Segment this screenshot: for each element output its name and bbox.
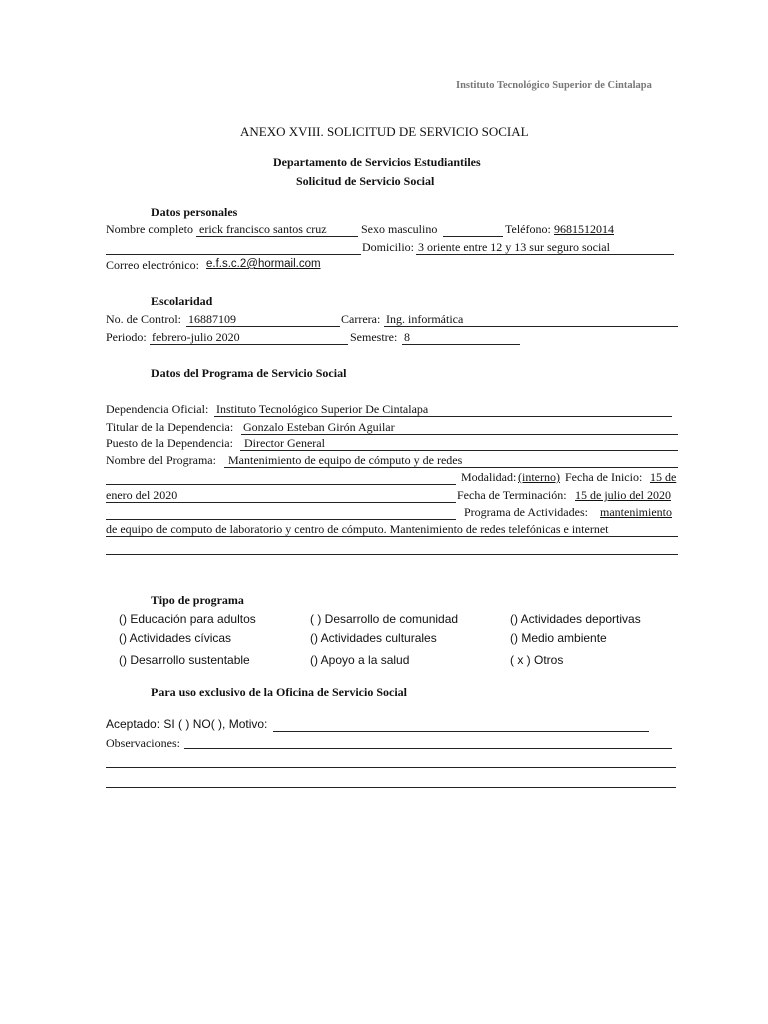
observations-underline xyxy=(184,748,672,749)
program-name-label: Nombre del Programa: xyxy=(106,453,216,467)
section-program-heading: Datos del Programa de Servicio Social xyxy=(151,366,347,380)
start-date-underline xyxy=(106,502,456,503)
modality-label: Modalidad: xyxy=(461,470,517,484)
option-community-development[interactable]: ( ) Desarrollo de comunidad xyxy=(310,612,459,626)
institute-header: Instituto Tecnológico Superior de Cintalapa xyxy=(456,80,652,91)
dependency-value: Instituto Tecnológico Superior De Cintalapa xyxy=(216,402,429,416)
option-adult-education[interactable]: () Educación para adultos xyxy=(119,612,256,626)
email-value: e.f.s.c.2@hormail.com xyxy=(206,258,321,270)
address-underline xyxy=(416,254,674,255)
semester-label: Semestre: xyxy=(350,330,398,344)
option-others[interactable]: ( x ) Otros xyxy=(510,653,564,667)
program-name-underline xyxy=(224,467,678,468)
semester-value: 8 xyxy=(404,330,410,344)
period-label: Periodo: xyxy=(106,330,147,344)
semester-underline xyxy=(402,344,520,345)
start-date-value-a: 15 de xyxy=(650,470,677,484)
end-date-label: Fecha de Terminación: xyxy=(457,488,567,502)
holder-value: Gonzalo Esteban Girón Aguilar xyxy=(243,420,395,434)
reason-underline xyxy=(273,731,649,732)
option-sports-activities[interactable]: () Actividades deportivas xyxy=(510,612,641,626)
holder-underline xyxy=(241,434,678,435)
name-continuation-line xyxy=(106,254,361,255)
control-underline xyxy=(186,326,340,327)
career-label: Carrera: xyxy=(341,312,381,326)
position-value: Director General xyxy=(244,436,325,450)
activities-label: Programa de Actividades: xyxy=(464,505,588,519)
start-date-label: Fecha de Inicio: xyxy=(565,470,643,484)
department-title: Departamento de Servicios Estudiantiles xyxy=(273,155,481,169)
program-name-value: Mantenimiento de equipo de cómputo y de redes xyxy=(228,453,463,467)
page-title: ANEXO XVIII. SOLICITUD DE SERVICIO SOCIAL xyxy=(240,124,529,139)
dependency-label: Dependencia Oficial: xyxy=(106,402,209,416)
period-underline xyxy=(150,344,348,345)
holder-label: Titular de la Dependencia: xyxy=(106,420,234,434)
option-civic-activities[interactable]: () Actividades cívicas xyxy=(119,631,232,645)
name-value: erick francisco santos cruz xyxy=(199,222,327,236)
section-office-heading: Para uso exclusivo de la Oficina de Servicio Social xyxy=(151,685,407,699)
sex-label: Sexo masculino xyxy=(361,222,438,236)
activities-value-a: mantenimiento xyxy=(600,505,672,519)
sex-underline xyxy=(443,236,503,237)
modality-value: (interno) xyxy=(518,470,560,484)
activities-extra-line xyxy=(106,554,678,555)
position-label: Puesto de la Dependencia: xyxy=(106,436,233,450)
start-date-value-b: enero del 2020 xyxy=(106,488,178,502)
activities-pre-line xyxy=(106,519,456,520)
program-continuation-line xyxy=(106,484,456,485)
option-sustainable-development[interactable]: () Desarrollo sustentable xyxy=(119,653,250,667)
form-subtitle: Solicitud de Servicio Social xyxy=(296,174,435,188)
observations-label: Observaciones: xyxy=(106,736,180,750)
activities-underline xyxy=(106,536,678,537)
option-environment[interactable]: () Medio ambiente xyxy=(510,631,607,645)
section-personal-heading: Datos personales xyxy=(151,205,238,219)
accepted-label: Aceptado: SI ( ) NO( ), Motivo: xyxy=(106,717,268,731)
email-label: Correo electrónico: xyxy=(106,258,199,272)
career-underline xyxy=(384,326,678,327)
dependency-underline xyxy=(214,416,672,417)
address-value: 3 oriente entre 12 y 13 sur seguro social xyxy=(418,240,610,254)
option-health-support[interactable]: () Apoyo a la salud xyxy=(310,653,410,667)
career-value: Ing. informática xyxy=(386,312,464,326)
control-value: 16887109 xyxy=(188,312,236,326)
control-label: No. de Control: xyxy=(106,312,181,326)
phone-label: Teléfono: xyxy=(505,222,551,236)
observations-line-2 xyxy=(106,767,676,768)
name-label: Nombre completo xyxy=(106,222,193,236)
section-type-heading: Tipo de programa xyxy=(151,593,244,607)
period-value: febrero-julio 2020 xyxy=(152,330,240,344)
observations-line-3 xyxy=(106,787,676,788)
end-date-value: 15 de julio del 2020 xyxy=(575,488,671,502)
address-label: Domicilio: xyxy=(362,240,414,254)
section-school-heading: Escolaridad xyxy=(151,294,213,308)
activities-value-b: de equipo de computo de laboratorio y centro de cómputo. Mantenimiento de redes telefónicas e internet xyxy=(106,522,609,536)
position-underline xyxy=(240,450,678,451)
phone-value: 9681512014 xyxy=(554,222,614,236)
option-cultural-activities[interactable]: () Actividades culturales xyxy=(310,631,437,645)
